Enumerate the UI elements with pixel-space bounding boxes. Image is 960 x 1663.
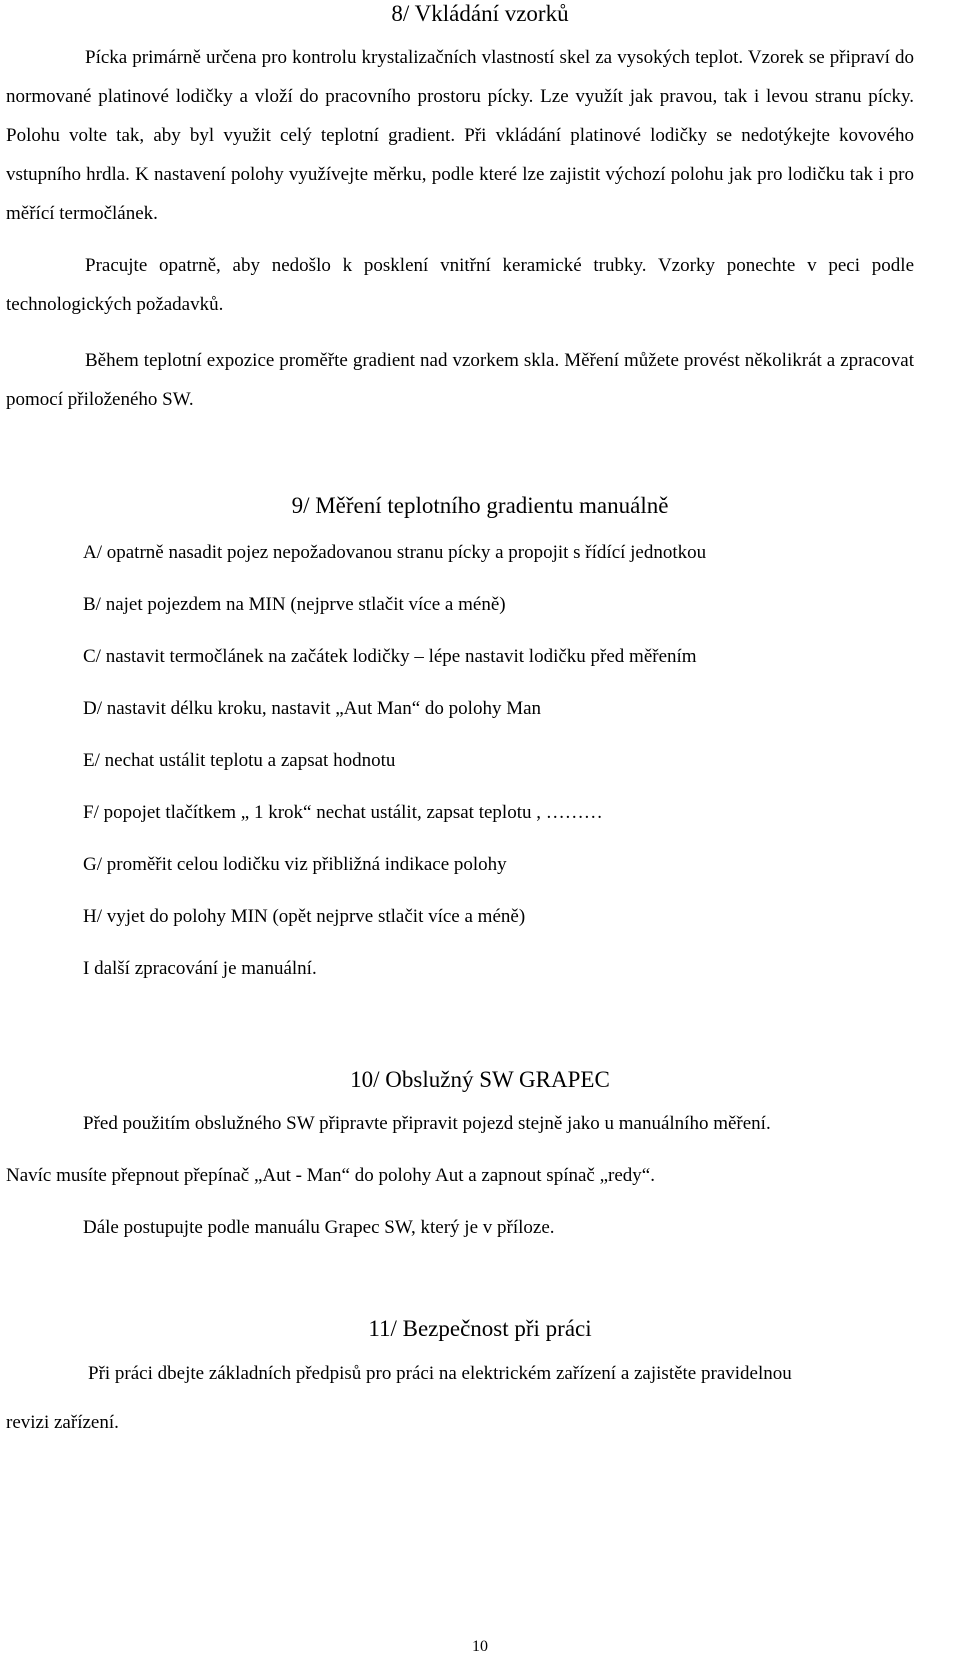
section-8-paragraph-3: Během teplotní expozice proměřte gradient nad vzorkem skla. Měření můžete provést několikrát a zpracovat pomocí přiloženého SW. bbox=[6, 350, 914, 410]
step-a: A/ opatrně nasadit pojez nepožadovanou stranu pícky a propojit s řídící jednotkou bbox=[83, 542, 707, 563]
page-number: 10 bbox=[472, 1638, 488, 1655]
section-11-line-1: Při práci dbejte základních předpisů pro práci na elektrickém zařízení a zajistěte pravidelnou bbox=[88, 1363, 792, 1384]
section-11-line-2: revizi zařízení. bbox=[6, 1412, 119, 1433]
section-8-paragraph-2: Pracujte opatrně, aby nedošlo k posklení vnitřní keramické trubky. Vzorky ponechte v peci podle technologických požadavků. bbox=[6, 255, 914, 315]
step-e: E/ nechat ustálit teplotu a zapsat hodnotu bbox=[83, 750, 396, 771]
step-h: H/ vyjet do polohy MIN (opět nejprve stlačit více a méně) bbox=[83, 906, 526, 927]
section-9-title: 9/ Měření teplotního gradientu manuálně bbox=[291, 493, 669, 518]
step-g: G/ proměřit celou lodičku viz přibližná indikace polohy bbox=[83, 854, 507, 875]
step-b: B/ najet pojezdem na MIN (nejprve stlačit více a méně) bbox=[83, 594, 506, 615]
section-10-line-2: Navíc musíte přepnout přepínač „Aut - Man“ do polohy Aut a zapnout spínač „redy“. bbox=[6, 1165, 655, 1186]
section-8-title: 8/ Vkládání vzorků bbox=[391, 1, 569, 26]
section-11-title: 11/ Bezpečnost při práci bbox=[368, 1316, 592, 1341]
step-i: I další zpracování je manuální. bbox=[83, 958, 317, 979]
section-8-paragraph-1: Pícka primárně určena pro kontrolu krystalizačních vlastností skel za vysokých teplot. Vzorek se připraví do normované platinové lodičky a vloží do pracovního prostoru pícky. Lze využít jak pravou, tak i levou stranu pícky. Polohu volte tak, aby byl využit celý teplotní gradient. Při vkládání platinové lodičky se nedotýkejte kovového vstupního hrdla. K nastavení polohy využívejte měrku, podle které lze zajistit výchozí polohu jak pro lodičku tak i pro měřící termočlánek. bbox=[6, 47, 914, 224]
step-f: F/ popojet tlačítkem „ 1 krok“ nechat ustálit, zapsat teplotu , ……… bbox=[83, 802, 603, 823]
section-10-title: 10/ Obslužný SW GRAPEC bbox=[350, 1067, 610, 1092]
section-10-line-1: Před použitím obslužného SW připravte připravit pojezd stejně jako u manuálního měření. bbox=[83, 1113, 771, 1134]
section-10-line-3: Dále postupujte podle manuálu Grapec SW, který je v příloze. bbox=[83, 1217, 555, 1238]
step-c: C/ nastavit termočlánek na začátek lodičky – lépe nastavit lodičku před měřením bbox=[83, 646, 697, 667]
step-d: D/ nastavit délku kroku, nastavit „Aut Man“ do polohy Man bbox=[83, 698, 542, 719]
